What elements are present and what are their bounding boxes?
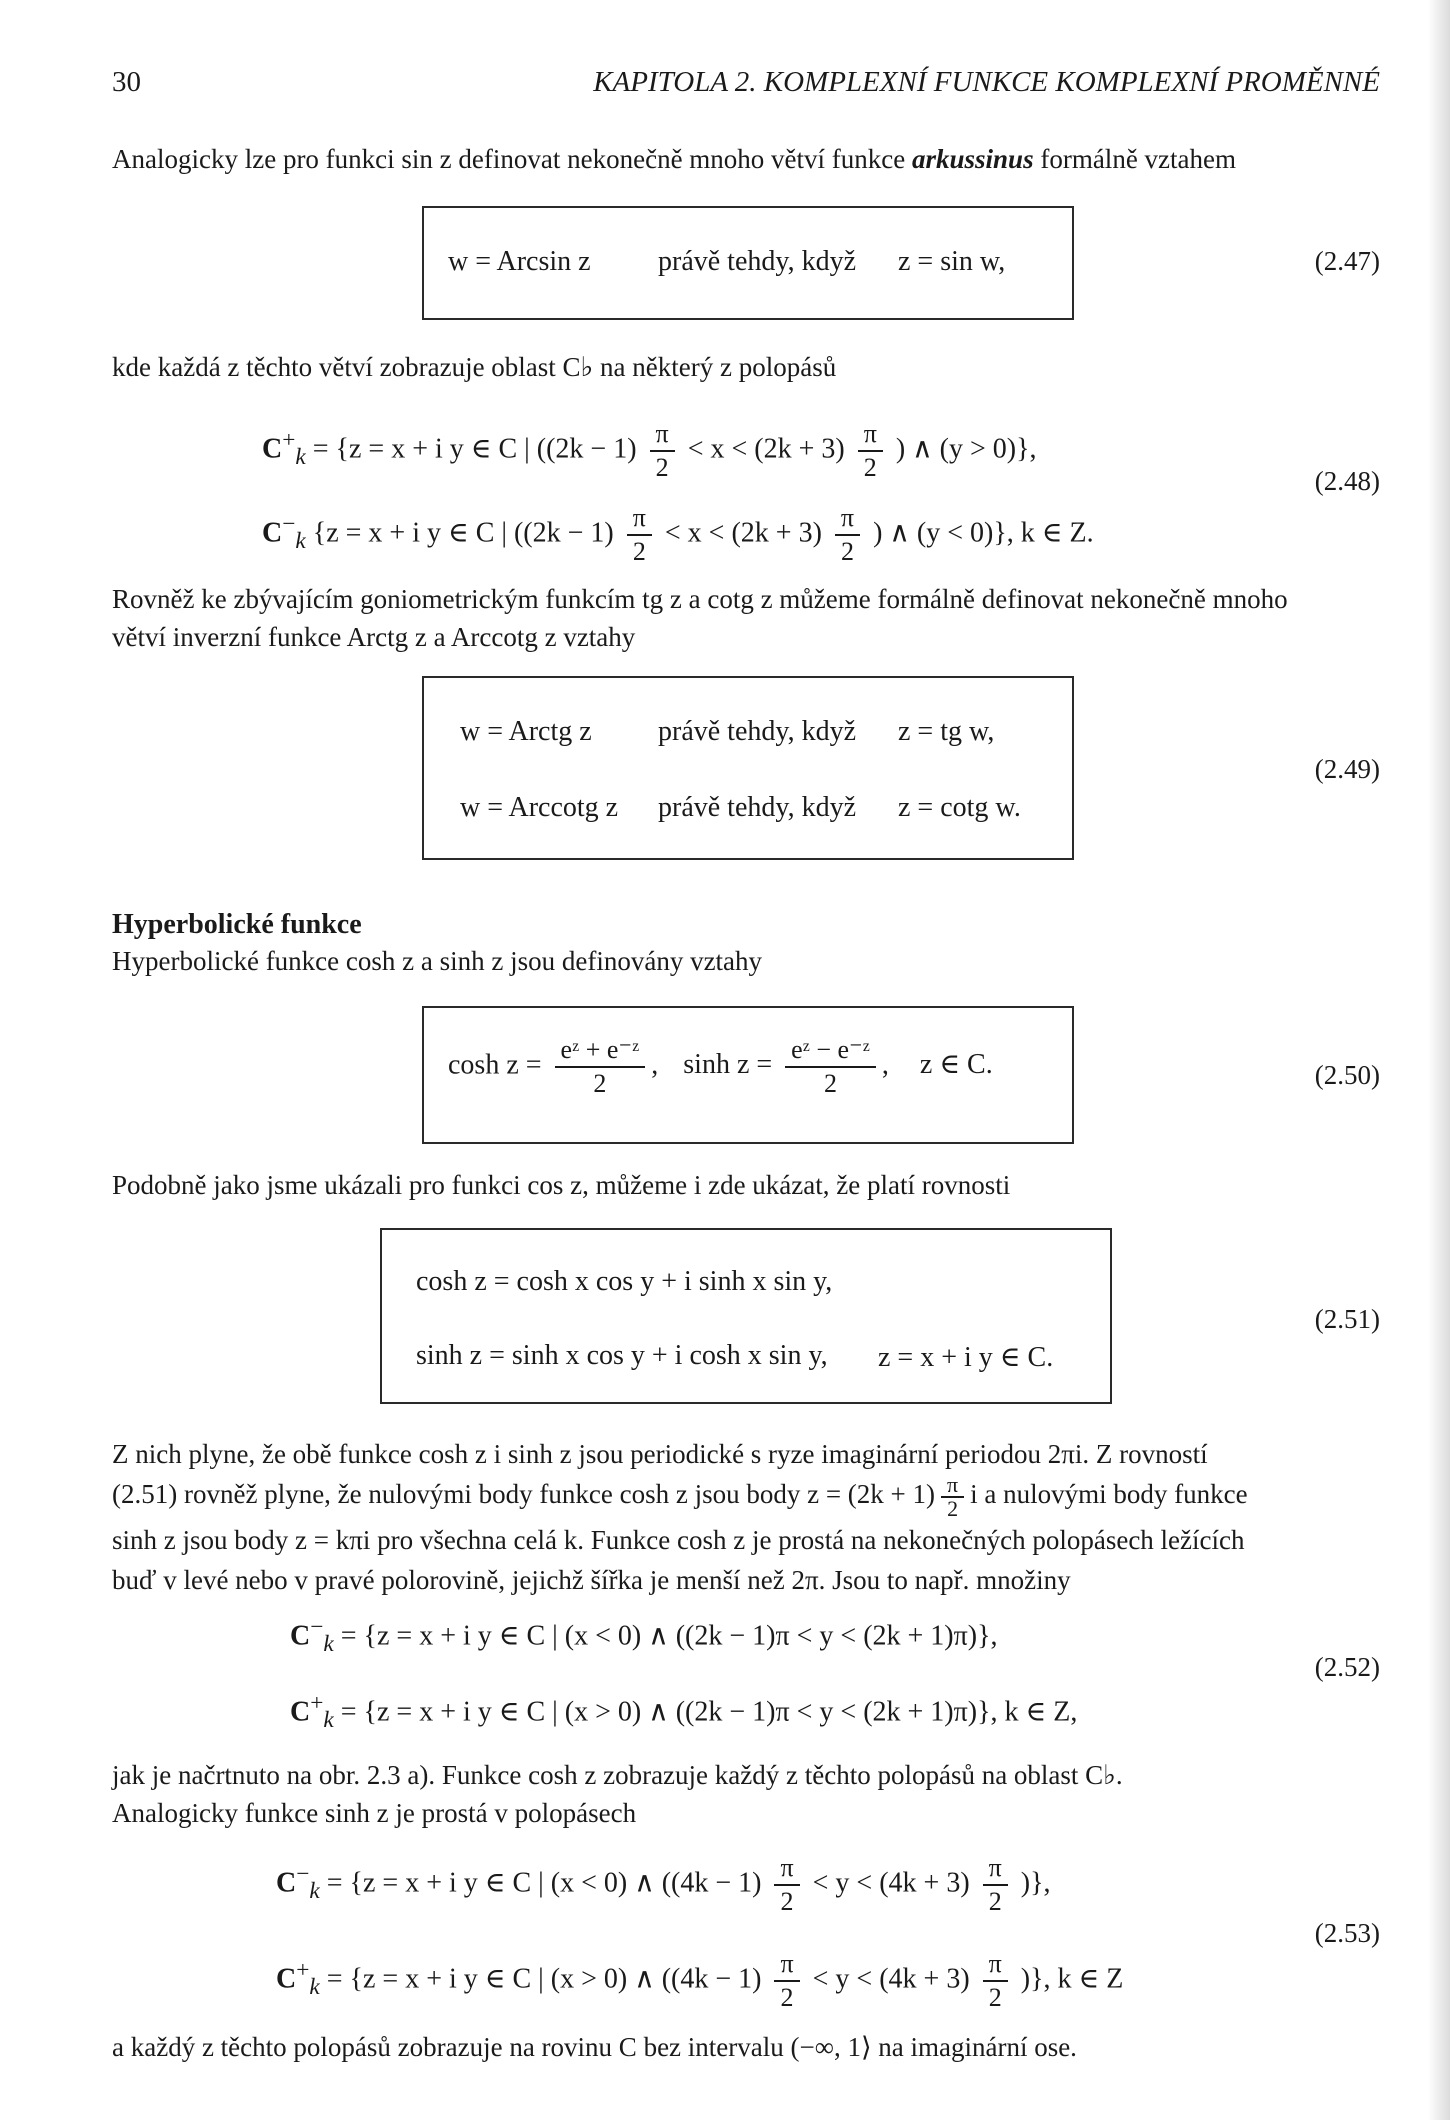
eq248-frac-4 — [835, 502, 860, 568]
eq248-line1-a: = {z = x + i y ∈ C | ((2k − 1) — [312, 433, 637, 465]
eq249-row2-right: z = cotg w. — [898, 792, 1021, 823]
equation-number-2-52: (2.52) — [1314, 1652, 1380, 1682]
frac-den: 2 — [840, 537, 854, 566]
eq252-row1-text: = {z = x + i y ∈ C | (x < 0) ∧ ((2k − 1)π < y < (2k + 1)π)}, — [340, 1620, 998, 1652]
paragraph-periodicity — [112, 1434, 1382, 1600]
equation-number-2-48: (2.48) — [1314, 466, 1380, 496]
eq250-cosh-frac — [555, 1034, 646, 1100]
frac-num: eᶻ + e⁻ᶻ — [555, 1034, 646, 1068]
eq253-frac-4 — [983, 1948, 1008, 2014]
eq251-row2-left: sinh z = sinh x cos y + i cosh x sin y, — [416, 1340, 828, 1371]
p5-frac — [941, 1474, 964, 1520]
eq248-line2-a: {z = x + i y ∈ C | ((2k − 1) — [312, 517, 614, 549]
eq253-sub-k: k — [309, 1878, 320, 1905]
eq252-sup-minus: − — [310, 1614, 324, 1640]
eq252-sub-k2: k — [323, 1706, 334, 1733]
eq249-row1-left: w = Arctg z — [460, 716, 592, 747]
eq248-sup-plus: + — [282, 427, 296, 454]
scan-edge-shadow — [1428, 0, 1450, 2120]
eq252-c2: C — [290, 1696, 311, 1728]
frac-num: eᶻ − e⁻ᶻ — [785, 1034, 876, 1068]
frac-num: π — [983, 1948, 1008, 1982]
eq248-line2-b: < x < (2k + 3) — [664, 517, 822, 549]
equation-box-2-51 — [380, 1228, 1112, 1404]
eq252-c: C — [290, 1620, 311, 1652]
paragraph-sinh-mapping: a každý z těchto polopásů zobrazuje na rovinu C bez intervalu (−∞, 1⟩ na imaginární ose. — [112, 2032, 1077, 2062]
frac-num: π — [983, 1852, 1008, 1886]
eq252-row2 — [290, 1690, 1077, 1734]
page-number: 30 — [112, 66, 141, 98]
eq253-sup-minus: − — [296, 1861, 310, 1888]
eq252-sub-k: k — [323, 1630, 334, 1657]
eq248-line2 — [262, 502, 1094, 568]
frac-den: 2 — [947, 1496, 959, 1521]
frac-den: 2 — [824, 1069, 838, 1098]
eq252-row1 — [290, 1614, 998, 1658]
p3-line1: Rovněž ke zbývajícím goniometrickým funkcím tg z a cotg z můžeme formálně definovat nekonečně mnoho — [112, 584, 1288, 614]
eq249-row1-right: z = tg w, — [898, 716, 995, 747]
equation-number-2-50: (2.50) — [1314, 1060, 1380, 1090]
frac-den: 2 — [863, 453, 877, 482]
p6-line1: jak je načrtnuto na obr. 2.3 a). Funkce cosh z zobrazuje každý z těchto polopásů na oblast C♭. — [112, 1760, 1123, 1790]
chapter-title: KAPITOLA 2. KOMPLEXNÍ FUNKCE KOMPLEXNÍ PROMĚNNÉ — [593, 66, 1380, 98]
frac-den: 2 — [655, 453, 669, 482]
eq253-sub-k2: k — [309, 1974, 320, 2001]
p3-line2: větví inverzní funkce Arctg z a Arccotg z vztahy — [112, 622, 636, 652]
frac-den: 2 — [593, 1069, 607, 1098]
eq253-frac-2 — [983, 1852, 1008, 1918]
eq248-sub-k2: k — [295, 528, 306, 555]
frac-num: π — [774, 1852, 799, 1886]
equation-number-2-53: (2.53) — [1314, 1918, 1380, 1948]
frac-den: 2 — [988, 1887, 1002, 1916]
eq249-row2-left: w = Arccotg z — [460, 792, 619, 823]
eq247-middle: právě tehdy, když — [658, 246, 856, 277]
eq247-right: z = sin w, — [898, 246, 1006, 277]
equation-box-2-49 — [422, 676, 1074, 860]
frac-num: π — [627, 502, 652, 536]
eq253-sup-plus: + — [296, 1957, 310, 1984]
frac-num: π — [941, 1474, 964, 1498]
eq252-row2-text: = {z = x + i y ∈ C | (x > 0) ∧ ((2k − 1)π < y < (2k + 1)π)}, k ∈ Z, — [340, 1696, 1078, 1728]
equation-number-2-47: (2.47) — [1314, 246, 1380, 276]
eq253-row1-a: = {z = x + i y ∈ C | (x < 0) ∧ ((4k − 1) — [326, 1867, 762, 1899]
eq248-frac-3 — [627, 502, 652, 568]
frac-num: π — [858, 418, 883, 452]
eq248-line1-c: ) ∧ (y > 0)}, — [895, 433, 1037, 465]
paragraph-arkussinus — [112, 140, 1382, 178]
eq250-sinh-lhs: sinh z = — [683, 1049, 773, 1081]
eq247-left: w = Arcsin z — [448, 246, 591, 277]
comma: , — [881, 1049, 889, 1081]
eq253-c: C — [276, 1867, 297, 1899]
p5-line4: buď v levé nebo v pravé polorovině, jejichž šířka je menší než 2π. Jsou to např. množiny — [112, 1565, 1071, 1595]
frac-num: π — [835, 502, 860, 536]
eq253-frac-3 — [774, 1948, 799, 2014]
section-heading: Hyperbolické funkce — [112, 909, 362, 940]
p5-line2-b: i a nulovými body funkce — [970, 1479, 1248, 1510]
p5-line3: sinh z jsou body z = kπi pro všechna celá k. Funkce cosh z je prostá na nekonečných polopásech ležících — [112, 1525, 1245, 1555]
eq248-sub-k: k — [295, 444, 306, 471]
eq253-row1-b: < y < (4k + 3) — [812, 1867, 970, 1899]
eq248-line1-b: < x < (2k + 3) — [687, 433, 845, 465]
p1-text-end: formálně vztahem — [1033, 144, 1237, 174]
eq253-row2 — [276, 1948, 1123, 2014]
eq248-c-plus: C — [262, 433, 283, 465]
eq249-row1-middle: právě tehdy, když — [658, 716, 856, 747]
eq251-row1: cosh z = cosh x cos y + i sinh x sin y, — [416, 1266, 833, 1297]
eq253-frac-1 — [774, 1852, 799, 1918]
eq248-sup-minus: − — [282, 511, 296, 538]
paragraph-cosh-mapping — [112, 1756, 1382, 1832]
paragraph-inverse-functions — [112, 580, 1382, 656]
eq253-row2-c: )}, k ∈ Z — [1020, 1963, 1124, 1995]
eq249-row2-middle: právě tehdy, když — [658, 792, 856, 823]
eq252-sup-plus: + — [310, 1690, 324, 1716]
eq248-frac-1 — [650, 418, 675, 484]
eq250-cosh-lhs: cosh z = — [448, 1049, 542, 1081]
eq253-row1 — [276, 1852, 1051, 1918]
paragraph-rovnosti: Podobně jako jsme ukázali pro funkci cos z, můžeme i zde ukázat, že platí rovnosti — [112, 1170, 1011, 1200]
p5-line2 — [112, 1474, 1382, 1520]
eq248-c-minus: C — [262, 517, 283, 549]
frac-den: 2 — [780, 1887, 794, 1916]
eq250-domain: z ∈ C. — [919, 1049, 993, 1081]
eq253-row2-b: < y < (4k + 3) — [812, 1963, 970, 1995]
eq248-frac-2 — [858, 418, 883, 484]
frac-den: 2 — [632, 537, 646, 566]
section-intro: Hyperbolické funkce cosh z a sinh z jsou definovány vztahy — [112, 946, 763, 976]
p1-text: Analogicky lze pro funkci sin z definovat nekonečně mnoho větví funkce — [112, 144, 912, 174]
eq248-line2-c: ) ∧ (y < 0)}, k ∈ Z. — [873, 517, 1094, 549]
eq253-row1-c: )}, — [1020, 1867, 1051, 1899]
equation-number-2-51: (2.51) — [1314, 1304, 1380, 1334]
eq251-row2-right: z = x + i y ∈ C. — [878, 1342, 1054, 1373]
frac-num: π — [774, 1948, 799, 1982]
eq250-content — [448, 1034, 993, 1100]
eq250-sinh-frac — [785, 1034, 876, 1100]
term-arkussinus: arkussinus — [912, 144, 1034, 174]
p5-line2-a: (2.51) rovněž plyne, že nulovými body funkce cosh z jsou body z = (2k + 1) — [112, 1479, 936, 1510]
frac-den: 2 — [988, 1983, 1002, 2012]
eq253-row2-a: = {z = x + i y ∈ C | (x > 0) ∧ ((4k − 1) — [326, 1963, 762, 1995]
p5-line1: Z nich plyne, že obě funkce cosh z i sinh z jsou periodické s ryze imaginární periodou 2πi. Z rovností — [112, 1439, 1208, 1469]
eq248-line1 — [262, 418, 1037, 484]
frac-den: 2 — [780, 1983, 794, 2012]
equation-number-2-49: (2.49) — [1314, 754, 1380, 784]
eq253-c2: C — [276, 1963, 297, 1995]
comma: , — [651, 1049, 659, 1081]
p6-line2: Analogicky funkce sinh z je prostá v polopásech — [112, 1798, 637, 1828]
paragraph-polopasy: kde každá z těchto větví zobrazuje oblast C♭ na některý z polopásů — [112, 352, 837, 382]
frac-num: π — [650, 418, 675, 452]
